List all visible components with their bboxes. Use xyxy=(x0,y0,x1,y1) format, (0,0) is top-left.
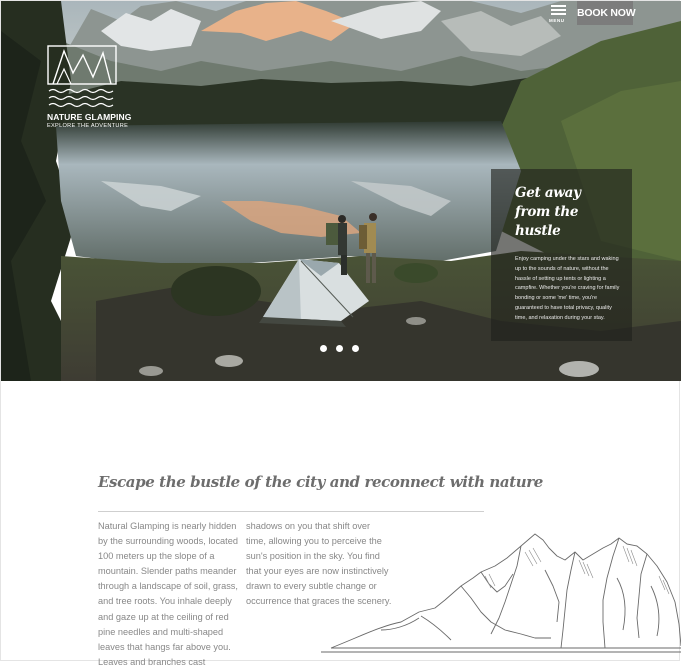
mountain-sketch-icon xyxy=(321,526,681,662)
brand-logo[interactable] xyxy=(47,45,132,129)
promo-heading: Get away from the hustle xyxy=(515,185,581,239)
section-headline: Escape the bustle of the city and reconnect with nature xyxy=(98,473,543,491)
hero-banner xyxy=(1,1,681,381)
brand-tagline: EXPLORE THE ADVENTURE xyxy=(47,123,129,129)
menu-label: MENU xyxy=(549,18,565,23)
carousel-dot-1[interactable] xyxy=(320,345,327,352)
carousel-dot-3[interactable] xyxy=(352,345,359,352)
carousel-dot-2[interactable] xyxy=(336,345,343,352)
logo-mark-icon xyxy=(47,45,117,109)
promo-text: Enjoy camping under the stars and waking up to the sounds of nature, without the hassle of setting up tents or lighting a campfire. Whether you're craving for family bonding or some 'me' time, you're guaranteed to have total privacy, quality time, and relaxation during your stay. xyxy=(515,256,620,321)
brand-name: NATURE GLAMPING xyxy=(47,112,132,122)
body-column-1: Natural Glamping is nearly hidden by the surrounding woods, located 100 meters up the slope of a mountain. Slender paths meander through a landscape of soil, grass, and tree roots. You inhale deeply and gaze up at the ceiling of red pine needles and multi-shaped leaves that hangs far above you. Leaves and branches cast xyxy=(98,521,238,667)
divider xyxy=(98,511,484,512)
menu-button[interactable] xyxy=(545,1,573,25)
promo-card xyxy=(491,169,632,341)
body-column-2: shadows on you that shift over time, allowing you to perceive the sun's position in the sky. You find that your eyes are now instinctively drawn to every subtle change or occurrence that graces the scenery. xyxy=(246,521,392,607)
book-now-button[interactable]: BOOK NOW xyxy=(577,1,633,25)
